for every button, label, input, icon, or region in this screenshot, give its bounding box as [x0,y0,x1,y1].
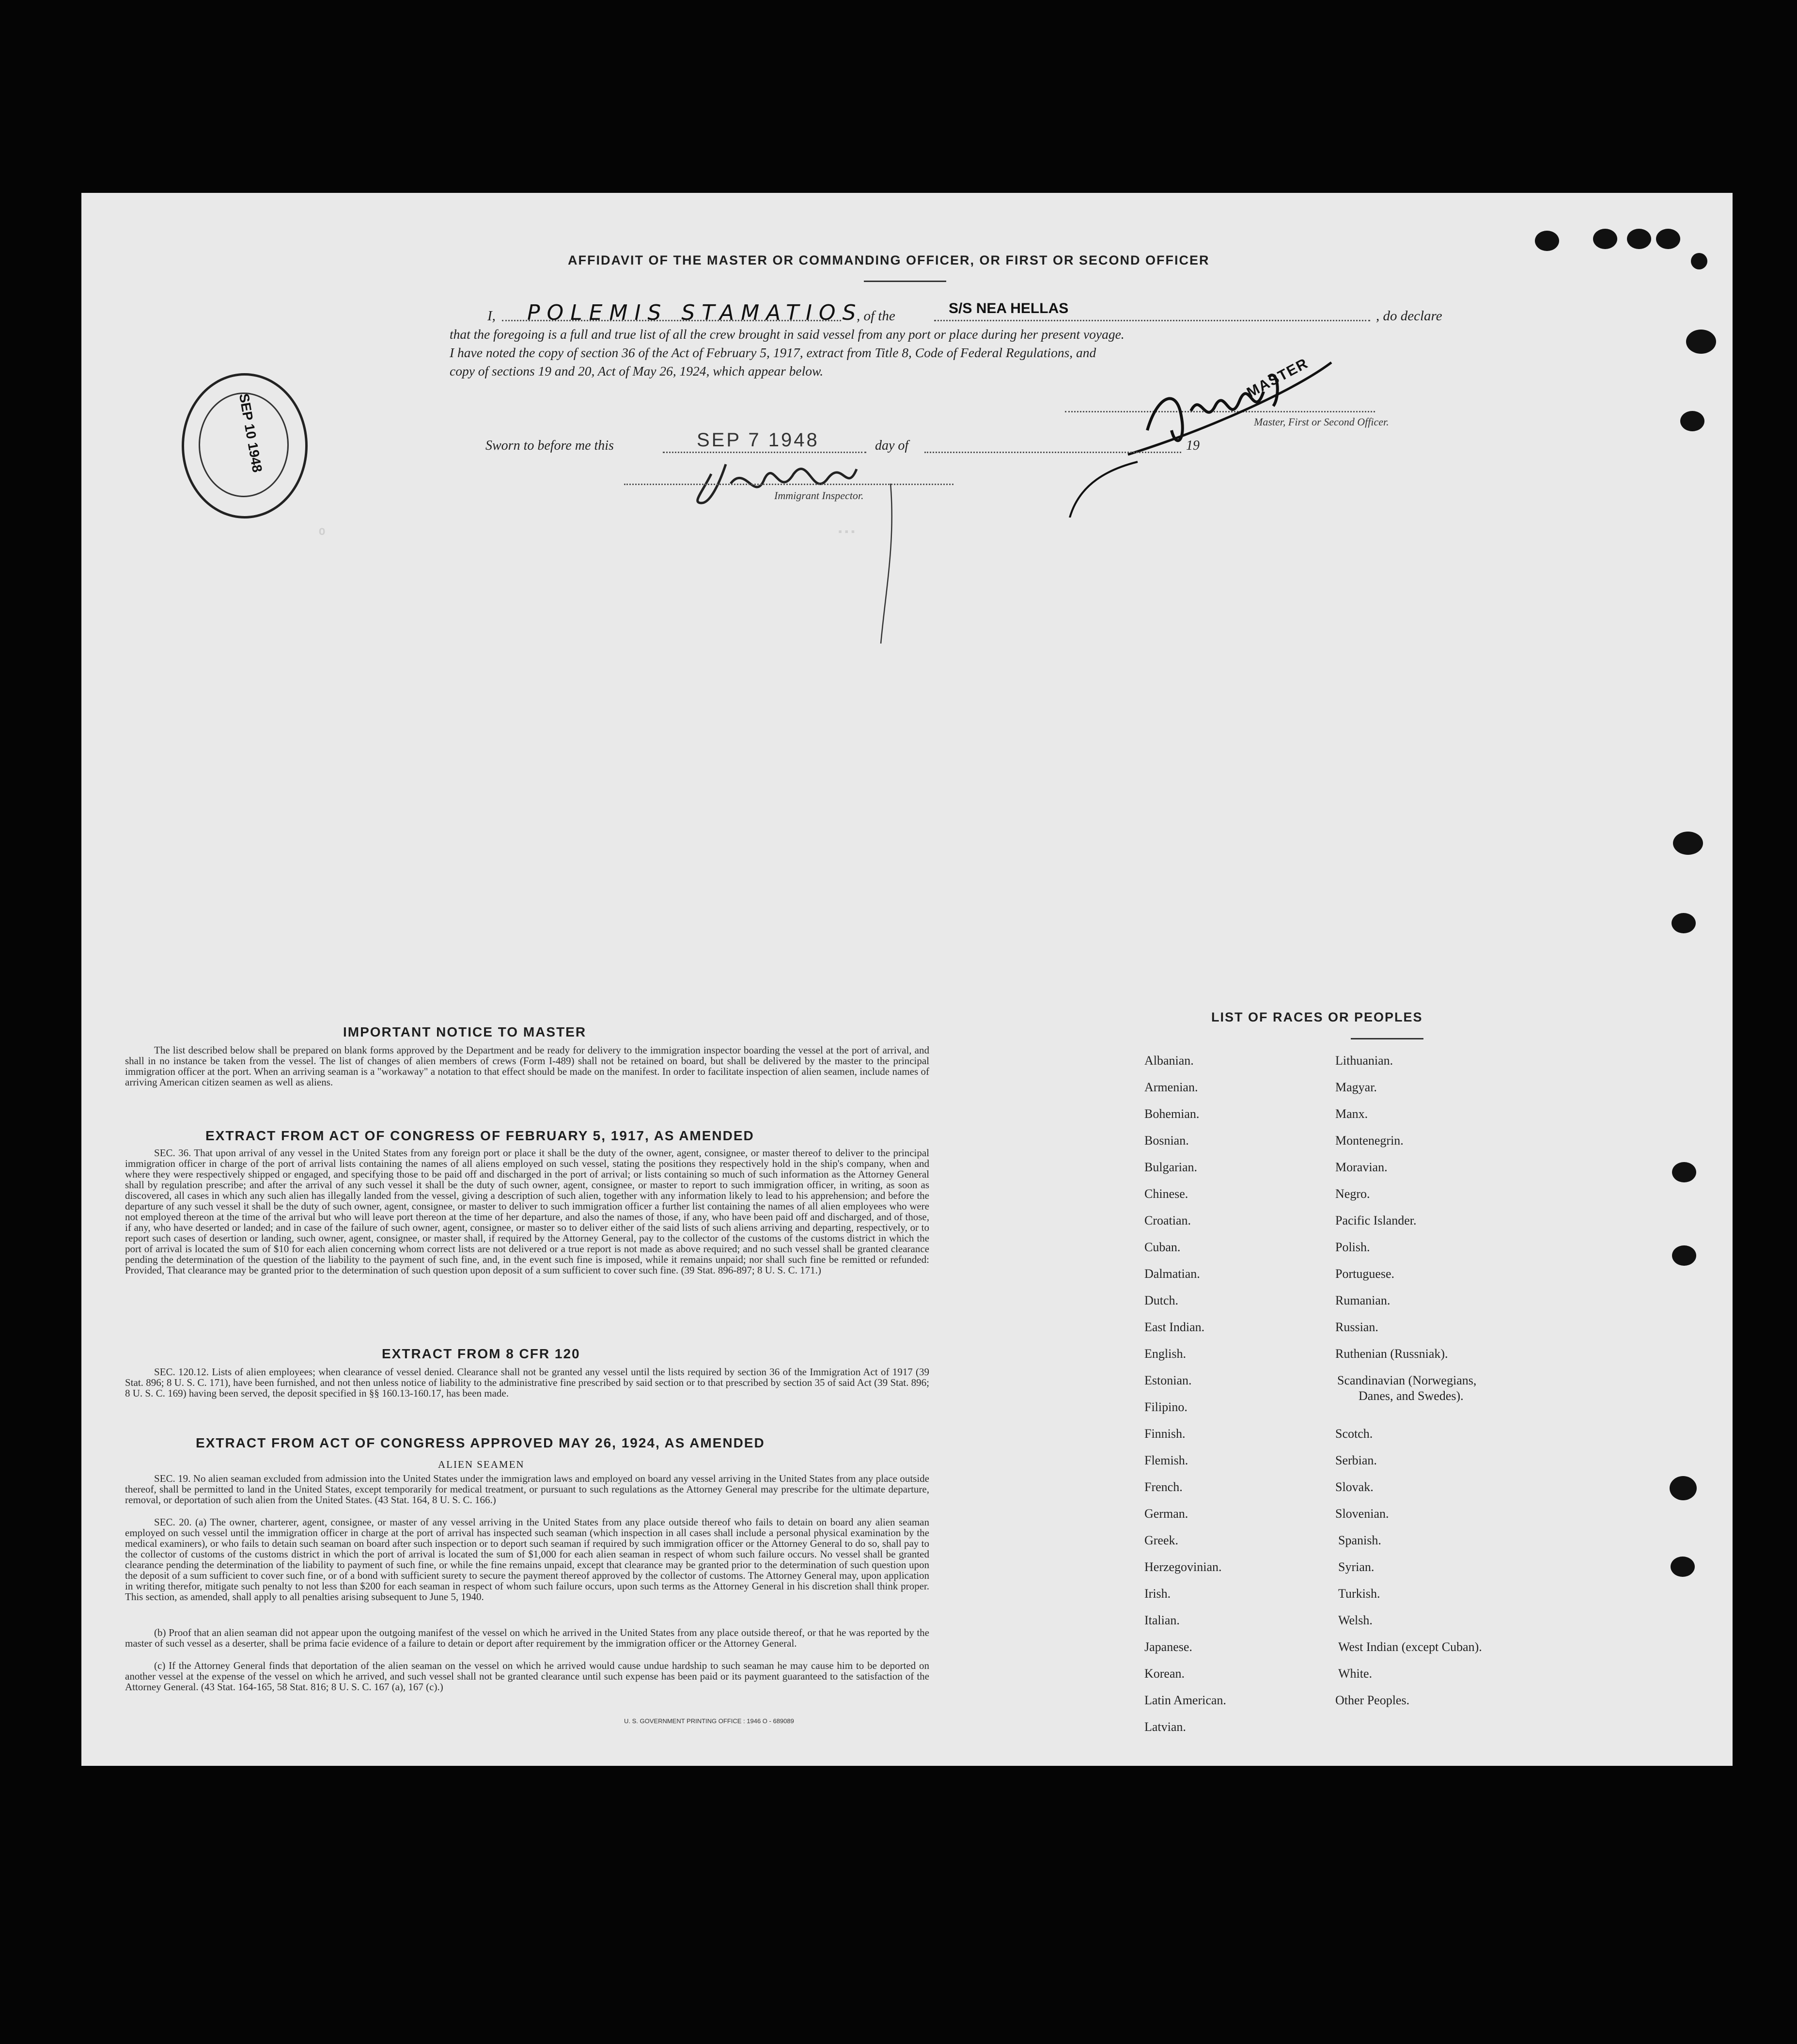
race-item: English. [1144,1347,1186,1361]
race-item: Dutch. [1144,1293,1179,1307]
race-item: White. [1338,1667,1373,1681]
notice-body: The list described below shall be prepared on blank forms approved by the Department and be ready for delivery to the immigration inspector boarding the vessel at the port of arrival, and shall in no instance be taken from the vessel. The list of changes of alien members of crews (Form I-489) shall not be retained on board, but shall be delivered by the master to the principal immigration officer at the port. When an arriving seaman is a "workaway" a notation to that effect should be made on the manifest. In order to facilitate inspection of alien seamen, include names of arriving American citizen seamen as well as aliens. [125,1044,929,1088]
race-item: Korean. [1144,1667,1185,1681]
sworn-date-stamp: SEP 7 1948 [697,429,819,451]
extract-cfr-body: SEC. 120.12. Lists of alien employees; when clearance of vessel denied. Clearance shall not be granted any vessel until the lists required by section 36 of the Immigration Act of 1917 (39 Stat. 896; 8 U. S. C. 171), have been furnished, and not then unless notice of liability to the administrative fine prescribed by said section or to that prescribed by section 35 of said Act (39 Stat. 896; 8 U. S. C. 169) having been served, the deposit specified in §§ 160.13-160.17, has been made. [125,1366,929,1399]
heading-rule [864,281,946,282]
inspector-caption: Immigrant Inspector. [774,489,864,502]
race-item: German. [1144,1507,1188,1521]
affidavit-line1-post: , do declare [1376,308,1442,324]
race-item: Bohemian. [1144,1107,1200,1121]
race-item: Syrian. [1338,1560,1375,1574]
race-item: Pacific Islander. [1335,1213,1417,1227]
affidavit-line1-pre: I, [487,308,496,324]
notice-heading: IMPORTANT NOTICE TO MASTER [343,1024,587,1039]
sworn-year-prefix: 19 [1186,438,1200,453]
master-name-handwritten: POLEMIS STAMATIOS [527,300,863,325]
extract-1917-heading: EXTRACT FROM ACT OF CONGRESS OF FEBRUARY 5, 1917, AS AMENDED [205,1128,754,1143]
race-item: Danes, and Swedes). [1359,1389,1464,1403]
race-item: Albanian. [1144,1053,1194,1068]
race-item: Latvian. [1144,1720,1186,1734]
vessel-dotted-line [934,320,1370,321]
race-item: Russian. [1335,1320,1378,1334]
race-item: Bosnian. [1144,1133,1189,1148]
affidavit-line2: that the foregoing is a full and true list of all the crew brought in said vessel from any port or place during her present voyage. [450,327,1125,342]
race-item: Lithuanian. [1335,1053,1393,1068]
race-item: Chinese. [1144,1187,1188,1201]
affidavit-heading: AFFIDAVIT OF THE MASTER OR COMMANDING OFFICER, OR FIRST OR SECOND OFFICER [568,253,1210,267]
extract-1924-sec20a: SEC. 20. (a) The owner, charterer, agent, consignee, or master of any vessel arriving in the United States from any place outside thereof who fails to detain on board any alien seaman employed on such vessel until the immigration officer in charge at the port of arrival has inspected such seaman (which inspection in all cases shall include a personal physical examination by the medical examiners), or who fails to detain such seaman on board after such inspection or to deport such seaman if required by such immigration officer or the Attorney General to do so, shall pay to the collector of customs of the customs district in which the port of arrival is located the sum of $1,000 for each alien seaman in respect of whom such failure occurs. No vessel shall be granted clearance pending the determination of the liability to payment of such fine, or while the fine remains unpaid, except that clearance may be granted prior to the determination of such question upon the deposit of a sum sufficient to cover such fine, or of a bond with sufficient surety to secure the payment thereof approved by the collector of customs. The Attorney General may, upon application in writing therefor, mitigate such penalty to not less than $200 for each seaman in respect of whom such failure occurs, upon such terms as the Attorney General in his discretion shall think proper. This section, as amended, shall apply to all penalties arising subsequent to June 5, 1940. [125,1516,929,1603]
punch-hole [1671,1557,1695,1577]
race-item: East Indian. [1144,1320,1205,1334]
race-item: Serbian. [1335,1453,1377,1467]
race-item: Dalmatian. [1144,1267,1200,1281]
race-item: Filipino. [1144,1400,1188,1414]
race-item: Rumanian. [1335,1293,1391,1307]
extract-1924-sec20c: (c) If the Attorney General finds that deportation of the alien seaman on the vessel on which he arrived would cause undue hardship to such seaman he may cause him to be deported on another vessel at the expense of the vessel on which he arrived, and such vessel shall not be granted clearance until such expense has been paid or its payment guaranteed to the satisfaction of the Attorney General. (43 Stat. 164-165, 58 Stat. 816; 8 U. S. C. 167 (a), 167 (c).) [125,1660,929,1693]
extract-cfr-heading: EXTRACT FROM 8 CFR 120 [382,1346,580,1361]
race-item: Manx. [1335,1107,1368,1121]
alien-seamen-subheading: ALIEN SEAMEN [438,1459,525,1470]
extract-1924-sec19: SEC. 19. No alien seaman excluded from admission into the United States under the immigration laws and employed on board any vessel arriving in the United States from any place outside thereof, shall be permitted to land in the United States, except temporarily for medical treatment, or pursuant to such regulations as the Attorney General may prescribe for the ultimate departure, removal, or deportation of such alien from the United States. (43 Stat. 164, 8 U. S. C. 166.) [125,1473,929,1506]
punch-hole [1670,1476,1697,1500]
affidavit-line4: copy of sections 19 and 20, Act of May 26, 1924, which appear below. [450,363,824,378]
race-item: Flemish. [1144,1453,1188,1467]
punch-hole [1627,229,1651,249]
sworn-dayof: day of [875,438,909,453]
race-item: Polish. [1335,1240,1370,1254]
name-dotted-line [502,320,841,321]
race-item: Armenian. [1144,1080,1198,1094]
race-item: Moravian. [1335,1160,1388,1174]
race-item: Negro. [1335,1187,1370,1201]
extract-1924-heading: EXTRACT FROM ACT OF CONGRESS APPROVED MAY 26, 1924, AS AMENDED [196,1435,765,1450]
master-signature [1060,358,1399,518]
race-item: Montenegrin. [1335,1133,1404,1148]
sworn-pre: Sworn to before me this [485,438,614,453]
race-item: Japanese. [1144,1640,1192,1654]
race-item: Slovak. [1335,1480,1374,1494]
punch-hole [1672,1162,1696,1182]
punch-hole [1535,231,1559,251]
race-item: Welsh. [1338,1613,1373,1627]
race-item: Other Peoples. [1335,1693,1410,1707]
punch-hole [1686,330,1716,354]
race-item: Herzegovinian. [1144,1560,1222,1574]
vessel-name: S/S NEA HELLAS [949,300,1069,316]
punch-hole [1656,229,1680,249]
race-item: West Indian (except Cuban). [1338,1640,1482,1654]
master-caption: Master, First or Second Officer. [1254,416,1389,428]
punch-hole [1680,411,1704,431]
race-item: Greek. [1144,1533,1179,1547]
races-heading: LIST OF RACES OR PEOPLES [1211,1010,1423,1024]
extract-1924-sec20b: (b) Proof that an alien seaman did not appear upon the outgoing manifest of the vessel on which he arrived in the United States from any place outside thereof, or that he was reported by the master of such vessel as a deserter, shall be prima facie evidence of a failure to detain or deport after requirement by the immigration officer or the Attorney General. [125,1627,929,1649]
punch-hole [1691,253,1707,269]
punch-hole [1673,832,1703,855]
race-item: Portuguese. [1335,1267,1395,1281]
faint-show-through: O ▪▪▪ [319,526,856,538]
punch-hole [1672,913,1696,933]
punch-hole [1672,1245,1696,1266]
races-heading-rule [1351,1038,1423,1039]
race-item: Spanish. [1338,1533,1381,1547]
race-item: Bulgarian. [1144,1160,1198,1174]
race-item: Slovenian. [1335,1507,1389,1521]
race-item: Turkish. [1338,1587,1380,1601]
race-item: Italian. [1144,1613,1180,1627]
race-item: Latin American. [1144,1693,1226,1707]
race-item: Irish. [1144,1587,1171,1601]
affidavit-line3: I have noted the copy of section 36 of the Act of February 5, 1917, extract from Title 8, Code of Federal Regulations, and [450,345,1096,360]
printer-line: U. S. GOVERNMENT PRINTING OFFICE : 1946 O - 689089 [624,1717,794,1725]
race-item: Scotch. [1335,1427,1373,1441]
race-item: Cuban. [1144,1240,1181,1254]
master-stamp-text: MASTER [1244,355,1311,401]
stamp-date: SEP 10 1948 [236,392,265,474]
race-item: Croatian. [1144,1213,1191,1227]
race-item: French. [1144,1480,1183,1494]
document-page [81,193,1733,1766]
race-item: Magyar. [1335,1080,1377,1094]
affidavit-line1-mid: , of the [857,308,895,324]
race-item: Scandinavian (Norwegians, [1337,1373,1477,1387]
race-item: Estonian. [1144,1373,1192,1387]
inspector-dotted-line [624,484,953,485]
race-item: Ruthenian (Russniak). [1335,1347,1448,1361]
extract-1917-body: SEC. 36. That upon arrival of any vessel in the United States from any foreign port or place it shall be the duty of the owner, agent, consignee, or master thereof to deliver to the principal immigration officer in charge of the port of arrival lists containing the names of all aliens employed on such vessel, stating the positions they respectively hold in the ship's company, when and where they were respectively shipped or engaged, and specifying those to be paid off and discharged in the port of arrival; or lists containing so much of such information as the Attorney General shall by regulation prescribe; and after the arrival of any such vessel it shall be the duty of such owner, agent, consignee, or master to report to such immigration officer, in writing, as soon as discovered, all cases in which any such alien has illegally landed from the vessel, giving a description of such alien, together with any information likely to lead to his apprehension; and before the departure of any such vessel it shall be the duty of such owner, agent, consignee, or master to deliver to such immigration officer a further list containing the names of all alien employees who were not employed thereon at the time of the arrival but who will leave port thereon at the time of her departure, and also the names of those, if any, who have been paid off and discharged, and of those, if any, who have deserted or landed; and in case of the failure of such owner, agent, consignee, or master so to deliver either of the said lists of such aliens arriving and departing, respectively, or to report such cases of desertion or landing, such owner, agent, consignee, or master shall, if required by the Attorney General, pay to the collector of the customs of the customs district in which the port of arrival is located the sum of $10 for each alien concerning whom correct lists are not delivered or a true report is not made as above required; and no such vessel shall be granted clearance pending the determination of the question of the liability to the payment of such fine, and, in the event such fine is imposed, while it remains unpaid; nor shall such fine be remitted or refunded: Provided, That clearance may be granted prior to the determination of such question upon deposit of a sum sufficient to cover such fine. (39 Stat. 896-897; 8 U. S. C. 171.) [125,1147,929,1276]
race-item: Finnish. [1144,1427,1186,1441]
immigration-date-stamp [182,373,308,519]
punch-hole [1593,229,1617,249]
